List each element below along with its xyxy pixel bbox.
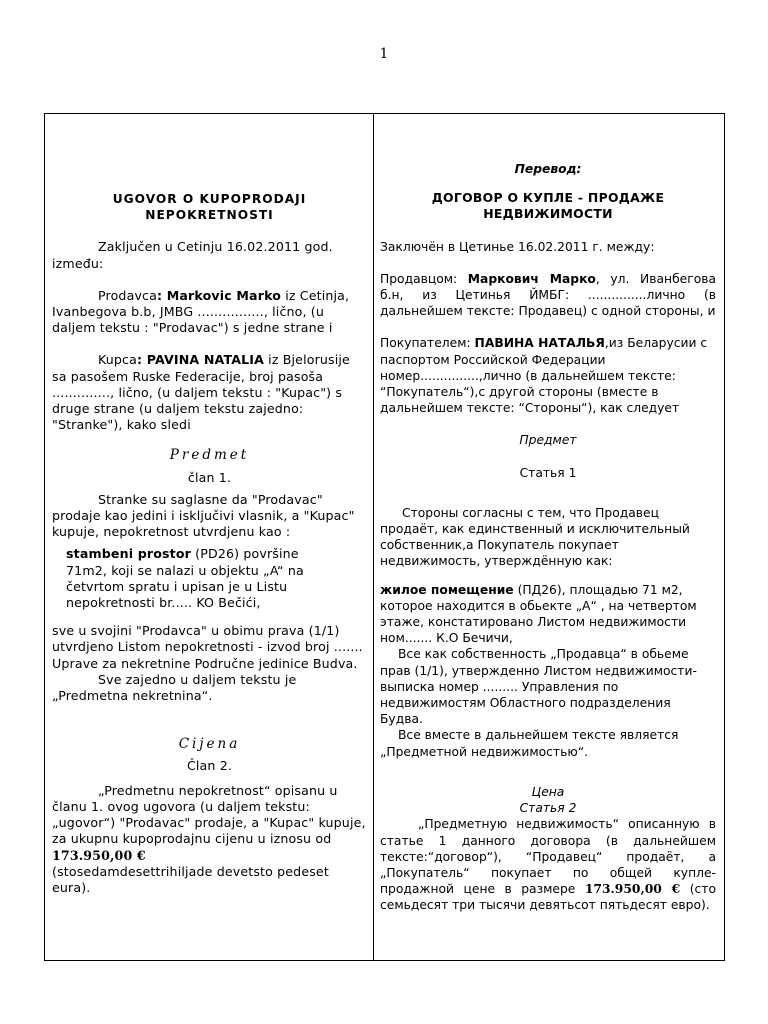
right-seller-rest: , ул. Иванбегова б.н, из Цетинья ЙМБГ: ...............лично (в дальнейшем тексте: Продавец) с одной стороны, и — [380, 271, 716, 319]
right-buyer-prefix: Покупателем: — [380, 336, 475, 351]
right-article1-label: Статья 1 — [519, 465, 577, 480]
right-rights-text: Все как собственность „Продавца“ в обьеме прав (1/1), утвержденно Листом недвижимости-выписка номер ......... Управления по недвижимостям Областного подразделения Будва. — [380, 647, 697, 727]
right-price-heading: Цена — [531, 784, 565, 799]
right-title-line2: НЕДВИЖИМОСТИ — [483, 206, 613, 222]
right-property-rest: (ПД26), площадью 71 м2, которое находится в обьекте „А“ , на четвертом этаже, констатировано Листом недвижимости ном....... К.О Бечичи, — [380, 582, 697, 646]
left-seller-name: : Markovic Marko — [157, 287, 282, 303]
right-seller-paragraph — [380, 271, 716, 320]
left-price-value: 173.950,00 € — [52, 847, 146, 863]
right-seller-name: Маркович Марко — [467, 271, 596, 286]
left-buyer-prefix: Kupca — [98, 352, 137, 368]
left-article2-text: „Predmetnu nepokretnost“ opisanu u članu 1. ovog ugovora (u daljem tekstu: „ugovor“) "Prodavac" prodaje, a "Kupac" kupuje, za ukupnu kupoprodajnu cijenu u iznosu od — [52, 782, 366, 847]
left-buyer-rest: iz Bjelorusije sa pasošem Ruske Federacije, broj pasoša .............., lično, (u daljem tekstu : "Kupac") s druge strane (u daljem tekstu zajedno: "Stranke"), kako sledi — [52, 352, 350, 433]
left-buyer-name: : PAVINA NATALIA — [137, 352, 265, 368]
left-article1-label: član 1. — [187, 469, 232, 485]
translation-label: Перевод: — [514, 162, 582, 176]
right-column — [374, 113, 725, 961]
right-subject-heading: Предмет — [519, 433, 577, 448]
left-subject-heading: Predmet — [169, 447, 250, 464]
right-property-paragraph — [380, 582, 716, 647]
right-buyer-name: ПАВИНА НАТАЛЬЯ — [474, 336, 605, 351]
right-intro: Заключён в Цетинье 16.02.2011 г. между: — [380, 239, 655, 254]
right-article2-paragraph — [380, 816, 716, 913]
left-price-words: (stosedamdesettrihiljade devetsto pedeset eura). — [52, 863, 329, 895]
left-property-paragraph — [66, 546, 327, 611]
right-together-text: Все вместе в дальнейшем тексте является „Предметной недвижимостью“. — [380, 728, 679, 759]
right-buyer-paragraph — [380, 335, 716, 416]
left-buyer-paragraph — [52, 352, 367, 433]
right-title-line1: ДОГОВОР О КУПЛЕ - ПРОДАЖЕ — [431, 190, 665, 206]
left-together-text: Sve zajedno u daljem tekstu je „Predmetna nekretnina“. — [52, 671, 297, 704]
left-seller-paragraph — [52, 288, 367, 337]
left-rights-text: sve u svojini "Prodavca" u obimu prava (1/1) utvrdjeno Listom nepokretnosti - izvod broj ....... Uprave za nekretnine Područne jedinice Budva. — [52, 623, 363, 671]
right-article2-label: Статья 2 — [519, 801, 577, 816]
left-title-line1: UGOVOR O KUPOPRODAJI — [112, 192, 307, 206]
left-property-rest: (PD26) površine 71m2, koji se nalazi u objektu „A“ na četvrtom spratu i upisan je u Listu nepokretnosti br..... KO Bečići, — [66, 546, 304, 611]
right-article1-text: Стороны согласны с тем, что Продавец продаёт, как единственный и исключительный собственник,а Покупатель покупает недвижимость, утверждённую как: — [380, 505, 690, 569]
right-property-bold: жилое помещение — [380, 582, 514, 597]
right-seller-prefix: Продавцом: — [380, 271, 468, 286]
right-buyer-rest: ,из Беларусии с паспортом Российской Федерации номер...............,лично (в дальнейшем тексте: “Покупатель“),с другой стороны (вместе в дальнейшем тексте: “Стороны“), как следует — [380, 336, 708, 416]
left-price-heading: Cijena — [178, 736, 241, 753]
left-property-bold: stambeni prostor — [66, 546, 192, 562]
left-article1-text: Stranke su saglasne da "Prodavac" prodaje kao jedini i isključivi vlasnik, a "Kupac" kupuje, nepokretnost utvrdjenu kao : — [52, 491, 355, 540]
right-price-value: 173.950,00 € — [584, 881, 681, 897]
left-seller-rest: iz Cetinja, Ivanbegova b.b, JMBG ................, lično, (u daljem tekstu : "Prodavac") s jedne strane i — [52, 287, 350, 336]
left-column — [45, 113, 373, 961]
left-article2-label: Član 2. — [186, 758, 233, 774]
right-price-words: (сто семьдесят три тысячи девятьсот пятьдесят евро). — [380, 882, 716, 913]
left-seller-prefix: Prodavca — [98, 287, 157, 303]
page-number: 1 — [379, 46, 389, 62]
left-article2-paragraph — [52, 783, 367, 864]
left-intro: Zaključen u Cetinju 16.02.2011 god. između: — [52, 239, 333, 271]
left-title-line2: NEPOKRETNOSTI — [145, 208, 274, 223]
right-article2-text: „Предметную недвижимость“ описанную в статье 1 данного договора (в дальнейшем тексте:“договор“), “Продавец“ продаёт, а „Покупатель“ покупает по общей купле-продажной цене в размере — [380, 817, 716, 897]
